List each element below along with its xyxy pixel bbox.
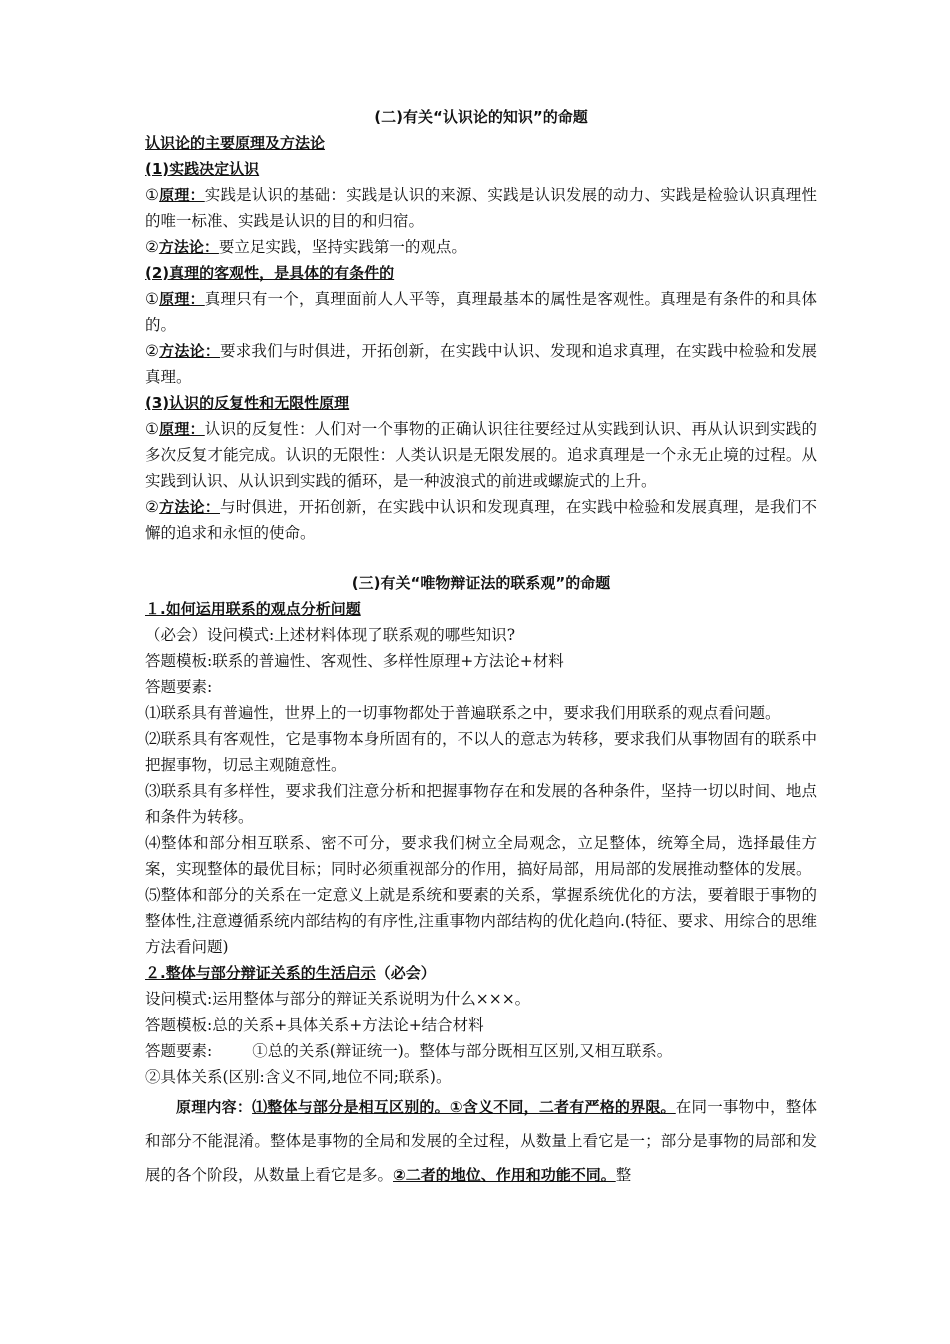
paragraph: ①原理：真理只有一个，真理面前人人平等，真理最基本的属性是客观性。真理是有条件的和具体的。 xyxy=(145,290,817,334)
list-item: ⑷整体和部分相互联系、密不可分，要求我们树立全局观念，立足整体，统筹全局，选择最佳方案，实现整体的最优目标；同时必须重视部分的作用，搞好局部，用局部的发展推动整体的发展。 xyxy=(145,834,817,878)
answer-elements: 答题要素: xyxy=(145,678,213,696)
list-item: ⑶联系具有多样性，要求我们注意分析和把握事物存在和发展的各种条件，坚持一切以时间、地点和条件为转移。 xyxy=(145,782,817,826)
heading-cognition: (3)认识的反复性和无限性原理 xyxy=(145,394,350,412)
paragraph: ②方法论：与时俱进，开拓创新，在实践中认识和发现真理，在实践中检验和发展真理，是我们不懈的追求和永恒的使命。 xyxy=(145,498,817,542)
paragraph: ②方法论：要立足实践，坚持实践第一的观点。 xyxy=(145,238,467,256)
paragraph: ①原理：认识的反复性：人们对一个事物的正确认识往往要经过从实践到认识、再从认识到实践的多次反复才能完成。认识的无限性：人类认识是无限发展的。追求真理是一个永无止境的过程。从实践到认识、从认识到实践的循环，是一种波浪式的前进或螺旋式的上升。 xyxy=(145,420,817,490)
heading-connection: １.如何运用联系的观点分析问题 xyxy=(145,600,361,618)
question-mode: 设问模式:运用整体与部分的辩证关系说明为什么×××。 xyxy=(145,990,531,1008)
answer-template: 答题模板:联系的普遍性、客观性、多样性原理+方法论+材料 xyxy=(145,652,564,670)
list-item: ⑴联系具有普遍性，世界上的一切事物都处于普遍联系之中，要求我们用联系的观点看问题。 xyxy=(145,704,781,722)
method-label: 方法论： xyxy=(159,498,220,516)
paragraph: ①原理：实践是认识的基础：实践是认识的来源、实践是认识发展的动力、实践是检验认识真理性的唯一标准、实践是认识的目的和归宿。 xyxy=(145,186,817,230)
principle-label: 原理： xyxy=(159,186,205,204)
heading-practice: (1)实践决定认识 xyxy=(145,160,260,178)
method-label: 方法论： xyxy=(159,342,220,360)
method-label: 方法论： xyxy=(158,238,219,256)
document-page xyxy=(145,104,817,1192)
specific-relation: ②具体关系(区别:含义不同,地位不同;联系)。 xyxy=(145,1068,452,1086)
heading-truth: (2)真理的客观性，是具体的有条件的 xyxy=(145,264,395,282)
paragraph: ②方法论：要求我们与时俱进，开拓创新，在实践中认识、发现和追求真理，在实践中检验和发展真理。 xyxy=(145,342,817,386)
section-2-subtitle: 认识论的主要原理及方法论 xyxy=(145,134,326,152)
principle-label: 原理： xyxy=(159,290,205,308)
spacer xyxy=(145,546,817,570)
question-mode: （必会）设问模式:上述材料体现了联系观的哪些知识? xyxy=(145,626,516,644)
list-item: ⑸整体和部分的关系在一定意义上就是系统和要素的关系，掌握系统优化的方法，要着眼于事物的整体性,注意遵循系统内部结构的有序性,注重事物内部结构的优化趋向.(特征、要求、用综合的思维方法看问题) xyxy=(145,886,817,956)
section-3-title: (三)有关“唯物辩证法的联系观”的命题 xyxy=(351,574,611,592)
answer-elements: 答题要素: ①总的关系(辩证统一)。整体与部分既相互区别,又相互联系。 xyxy=(145,1042,673,1060)
principle-label: 原理： xyxy=(159,420,205,438)
principle-content: 原理内容：⑴整体与部分是相互区别的。①含义不同，二者有严格的界限。在同一事物中，整体和部分不能混淆。整体是事物的全局和发展的全过程，从数量上看它是一；部分是事物的局部和发展的各个阶段，从数量上看它是多。②二者的地位、作用和功能不同。整 xyxy=(145,1098,817,1184)
list-item: ⑵联系具有客观性，它是事物本身所固有的，不以人的意志为转移，要求我们从事物固有的联系中把握事物，切忌主观随意性。 xyxy=(145,730,817,774)
section-2-title: (二)有关“认识论的知识”的命题 xyxy=(374,108,588,126)
heading-whole-part: ２.整体与部分辩证关系的生活启示（必会） xyxy=(145,964,436,982)
answer-template: 答题模板:总的关系+具体关系+方法论+结合材料 xyxy=(145,1016,484,1034)
